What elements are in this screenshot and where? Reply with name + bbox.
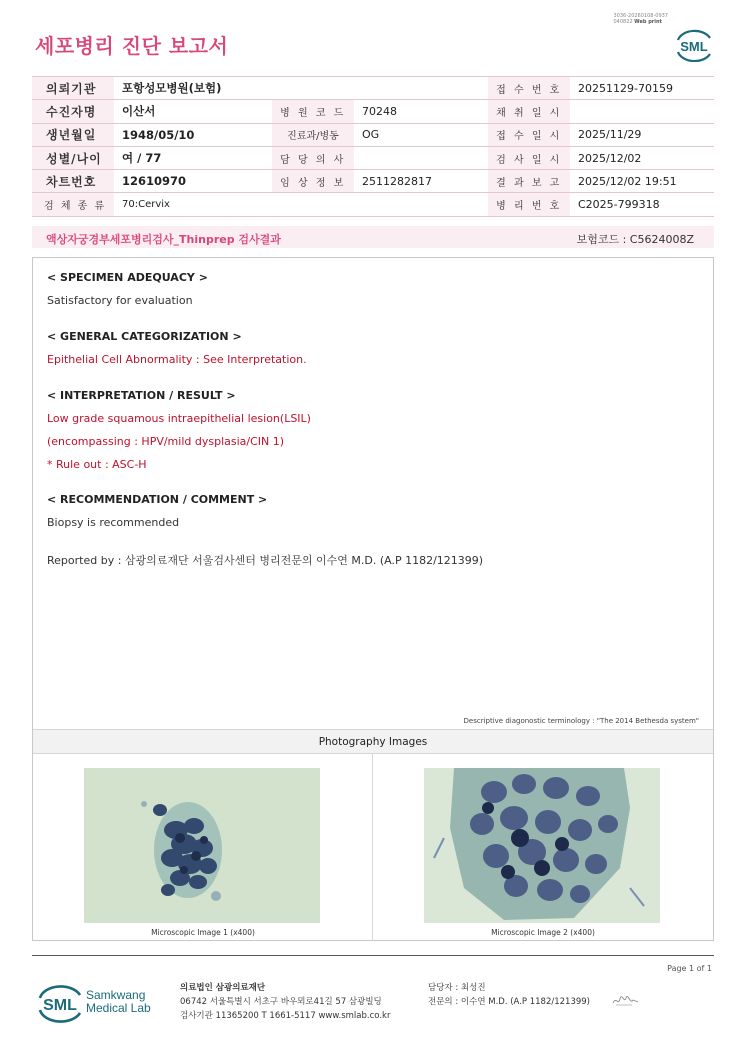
info-value: 포항성모병원(보험) [114,77,488,100]
info-label: 결 과 보 고 [488,170,570,193]
info-row [32,100,714,123]
print-code-line1: 3036-20260108-0937 [613,13,668,19]
info-row [32,77,714,100]
photo-divider [372,754,373,941]
info-label: 검 사 일 시 [488,146,570,169]
microscopic-image-1 [84,768,320,923]
footer-org-address: 06742 서울특별시 서초구 바우뫼로41길 57 삼광빌딩 [180,997,382,1007]
info-value: 2025/12/02 [570,146,714,169]
interpretation-heading: < INTERPRETATION / RESULT > [47,389,236,402]
print-code [613,13,668,25]
info-row [32,170,714,193]
footer-organization [180,981,390,1023]
info-label: 진료과/병동 [272,123,354,146]
recommendation-text: Biopsy is recommended [47,516,180,529]
info-value: 20251129-70159 [570,77,714,100]
adequacy-text: Satisfactory for evaluation [47,294,193,307]
interpretation-line2: (encompassing : HPV/mild dysplasia/CIN 1) [47,435,285,448]
info-label: 수진자명 [32,100,114,123]
footer-org-contact: 검사기관 11365200 T 1661-5117 www.smlab.co.kr [180,1011,391,1021]
info-label: 성별/나이 [32,146,114,169]
info-value: OG [354,123,488,146]
info-value: C2025-799318 [570,193,714,216]
microscopic-image-2 [424,768,660,923]
adequacy-heading: < SPECIMEN ADEQUACY > [47,271,208,284]
interpretation-line3: * Rule out : ASC-H [47,458,147,471]
footer-brand-line2: Medical Lab [86,1001,151,1015]
exam-title-bar [32,226,714,248]
report-box [32,257,714,941]
footer-staff-line2: 전문의 : 이수연 M.D. (A.P 1182/121399) [428,997,590,1007]
patient-info-table [32,76,714,217]
info-value: 70:Cervix [114,193,488,216]
info-value: 70248 [354,100,488,123]
info-label: 생년월일 [32,123,114,146]
footer-divider [32,955,714,956]
info-value: 2025/11/29 [570,123,714,146]
photo-section-bar: Photography Images [33,729,713,754]
exam-title: 액상자궁경부세포병리검사_Thinprep 검사결과 [46,233,281,246]
general-text: Epithelial Cell Abnormality : See Interpretation. [47,353,307,366]
info-label: 접 수 일 시 [488,123,570,146]
info-value: 2511282817 [354,170,488,193]
info-value: 여 / 77 [114,146,272,169]
sml-footer-logo-icon [36,980,84,1024]
page-title: 세포병리 진단 보고서 [35,34,229,58]
info-value: 12610970 [114,170,272,193]
info-label: 담 당 의 사 [272,146,354,169]
bethesda-note: Descriptive diagonostic terminology : "The 2014 Bethesda system" [463,717,699,725]
info-label: 의뢰기관 [32,77,114,100]
info-label: 채 취 일 시 [488,100,570,123]
general-heading: < GENERAL CATEGORIZATION > [47,330,242,343]
print-code-line2: 040822 [613,19,633,25]
web-print-label: Web print [634,19,662,25]
info-value: 1948/05/10 [114,123,272,146]
footer-brand-line1: Samkwang [86,988,146,1002]
info-label: 병 원 코 드 [272,100,354,123]
info-value [354,146,488,169]
recommendation-heading: < RECOMMENDATION / COMMENT > [47,493,268,506]
info-value: 이산서 [114,100,272,123]
info-row [32,146,714,169]
info-value [570,100,714,123]
info-label: 차트번호 [32,170,114,193]
footer-staff-line1: 담당자 : 최성진 [428,983,486,993]
page-number: Page 1 of 1 [667,964,712,973]
info-row [32,193,714,216]
info-label: 검 체 종 류 [32,193,114,216]
insurance-code: 보험코드 : C5624008Z [576,233,694,246]
signature-icon [612,994,640,1008]
footer-org-name: 의료법인 삼광의료재단 [180,983,266,993]
sml-logo-text: SML [680,39,708,54]
info-label: 병 리 번 호 [488,193,570,216]
sml-logo-icon [674,26,714,62]
microscopic-image-1-caption: Microscopic Image 1 (x400) [151,928,255,937]
footer-brand [86,989,151,1015]
info-label: 임 상 정 보 [272,170,354,193]
info-label: 접 수 번 호 [488,77,570,100]
footer-staff [428,981,590,1009]
reported-by: Reported by : 삼광의료재단 서울검사센터 병리전문의 이수연 M.D. (A.P 1182/121399) [47,554,484,567]
sml-footer-logo-text: SML [43,997,77,1014]
interpretation-line1: Low grade squamous intraepithelial lesion(LSIL) [47,412,311,425]
microscopic-image-2-caption: Microscopic Image 2 (x400) [491,928,595,937]
info-value: 2025/12/02 19:51 [570,170,714,193]
info-row [32,123,714,146]
